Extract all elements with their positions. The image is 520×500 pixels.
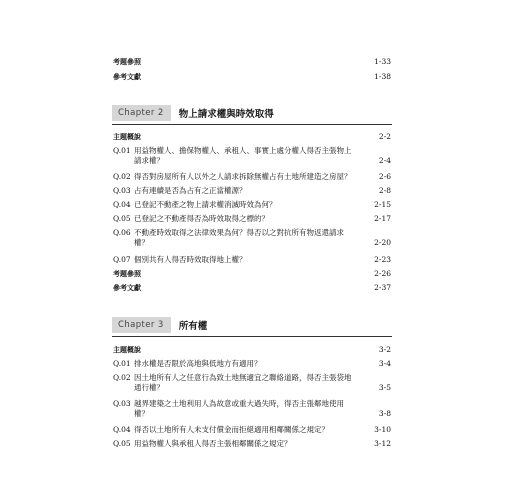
- chapter-2-heading[interactable]: [112, 104, 274, 122]
- entry-page: 2-6: [378, 172, 391, 181]
- question-text: 得否以土地所有人未支付償金而拒絕適用相鄰關係之規定？: [134, 425, 329, 434]
- entry-page: 2-17: [374, 214, 391, 223]
- entry-page: 2-4: [378, 156, 391, 165]
- question-text-cont: 請求權？: [134, 156, 164, 165]
- question-text-cont: 權？: [134, 409, 149, 418]
- entry-page: 2-15: [374, 200, 391, 209]
- entry-page: 3-4: [378, 359, 391, 368]
- entry-label: 考題參照: [113, 58, 141, 66]
- entry-label: 參考文獻: [113, 284, 141, 292]
- question-text: 不動產時效取得之法律效果為何？得否以之對抗所有物返還請求: [134, 228, 344, 237]
- entry-label: 主題概說: [113, 133, 141, 141]
- question-text: 已登記不動產之物上請求權消滅時效為何？: [134, 200, 277, 209]
- chapter-title: 物上請求權與時效取得: [178, 109, 274, 120]
- question-number: Q.04: [113, 425, 131, 434]
- toc-entry-ch3-q02[interactable]: [113, 373, 391, 393]
- question-number: Q.01: [113, 146, 131, 155]
- entry-label: 主題概說: [113, 346, 141, 354]
- entry-page: 3-2: [378, 345, 391, 354]
- question-text: 因土地所有人之任意行為致土地無適宜之聯絡道路，得否主張袋地: [134, 373, 352, 382]
- question-number: Q.04: [113, 200, 131, 209]
- question-text-cont: 通行權？: [134, 383, 164, 392]
- question-number: Q.05: [113, 214, 131, 223]
- question-text-cont: 權？: [134, 238, 149, 247]
- question-number: Q.01: [113, 359, 131, 368]
- entry-page: 2-37: [374, 283, 391, 292]
- question-number: Q.07: [113, 255, 131, 264]
- question-text: 排水權是否限於高地與低地方有適用？: [134, 359, 262, 368]
- question-text: 占有連續是否為占有之正當權源？: [134, 186, 247, 195]
- entry-page: 2-2: [378, 132, 391, 141]
- entry-page: 1-38: [374, 72, 391, 81]
- question-number: Q.05: [113, 439, 131, 448]
- question-text: 得否對房屋所有人以外之人請求拆除無權占有土地所建造之房屋？: [134, 172, 352, 181]
- entry-page: 2-23: [374, 255, 391, 264]
- question-number: Q.02: [113, 172, 131, 181]
- question-text: 已登記之不動產得否為時效取得之標的？: [134, 214, 269, 223]
- toc-entry-ch2-q06[interactable]: [113, 228, 391, 248]
- entry-page: 2-8: [378, 186, 391, 195]
- chapter-divider: [112, 124, 392, 125]
- chapter-tag: Chapter 2: [112, 105, 171, 121]
- question-text: 用益物權人與承租人得否主張相鄰關係之規定？: [134, 439, 292, 448]
- chapter-title: 所有權: [178, 321, 208, 332]
- question-number: Q.06: [113, 228, 131, 237]
- entry-page: 3-5: [378, 383, 391, 392]
- chapter-tag: Chapter 3: [112, 317, 171, 333]
- entry-page: 3-8: [378, 409, 391, 418]
- question-number: Q.03: [113, 399, 131, 408]
- entry-label: 考題參照: [113, 270, 141, 278]
- chapter-divider: [112, 336, 392, 337]
- entry-page: 3-10: [374, 425, 391, 434]
- entry-page: 2-20: [374, 238, 391, 247]
- entry-page: 3-12: [374, 439, 391, 448]
- toc-entry-ch3-q03[interactable]: [113, 399, 391, 419]
- question-number: Q.02: [113, 373, 131, 382]
- toc-entry-ch2-q01[interactable]: [113, 146, 391, 166]
- entry-label: 參考文獻: [113, 73, 141, 81]
- question-text: 個別共有人得否時效取得地上權？: [134, 255, 247, 264]
- entry-page: 2-26: [374, 269, 391, 278]
- entry-page: 1-33: [374, 57, 391, 66]
- question-number: Q.03: [113, 186, 131, 195]
- question-text: 用益物權人、擔保物權人、承租人、事實上處分權人得否主張物上: [134, 146, 352, 155]
- chapter-3-heading[interactable]: [112, 316, 207, 334]
- question-text: 越界建築之土地利用人為故意或重大過失時，得否主張鄰地使用: [134, 399, 344, 408]
